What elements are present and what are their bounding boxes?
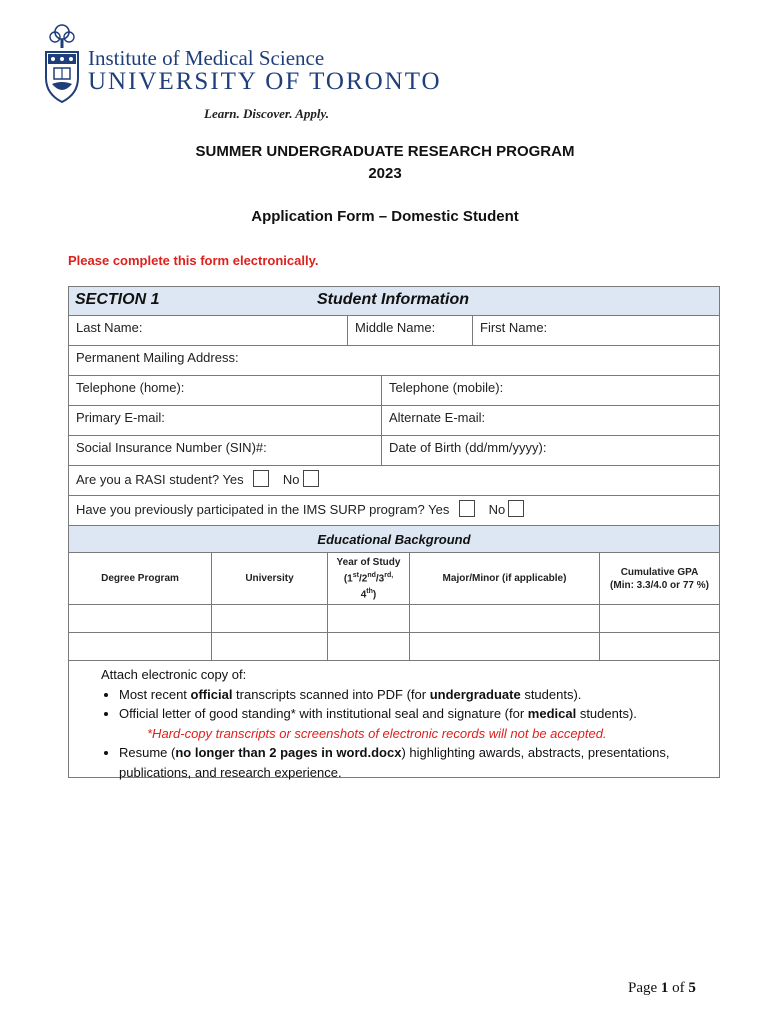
last-name-field[interactable]: [69, 316, 347, 345]
table-row: [69, 633, 719, 661]
application-form: [68, 286, 720, 778]
university-name: UNIVERSITY OF TORONTO: [88, 68, 442, 95]
telephone-row: [69, 376, 719, 406]
alternate-email-field[interactable]: [381, 406, 719, 435]
year-4-suffix: th: [366, 588, 373, 595]
university-crest-icon: [42, 22, 82, 106]
telephone-home-field[interactable]: [69, 376, 381, 405]
col-university: [211, 553, 327, 604]
col-degree-program: [69, 553, 211, 604]
middle-name-label: Middle Name:: [355, 320, 436, 335]
col-year-label: Year of Study: [336, 556, 401, 568]
table-row: [69, 605, 719, 633]
surp-no-label: No: [488, 502, 506, 517]
mailing-row: [69, 346, 719, 376]
university-input[interactable]: [211, 633, 327, 660]
col-gpa-label: Cumulative GPA: [620, 566, 699, 578]
col-major-minor: [409, 553, 599, 604]
year-2: /2: [358, 573, 368, 584]
alternate-email-label: Alternate E-mail:: [389, 410, 486, 425]
year-1: 1: [347, 573, 353, 584]
mailing-address-label: Permanent Mailing Address:: [76, 350, 239, 365]
program-title: [0, 141, 770, 185]
surp-question-text: Have you previously participated in the IMS SURP program? Yes: [76, 502, 450, 517]
year-3-suffix: rd,: [384, 571, 394, 579]
year-input[interactable]: [327, 605, 409, 632]
b1-post: students).: [520, 686, 582, 702]
education-column-headers: [69, 553, 719, 605]
attach-intro: Attach electronic copy of:: [101, 667, 247, 682]
middle-name-field[interactable]: [347, 316, 472, 345]
col-gpa-min: (Min: 3.3/4.0 or 77 %): [610, 579, 709, 591]
dob-label: Date of Birth (dd/mm/yyyy):: [389, 440, 547, 455]
first-name-label: First Name:: [480, 320, 548, 335]
mailing-address-field[interactable]: [69, 346, 719, 375]
telephone-mobile-label: Telephone (mobile):: [389, 380, 504, 395]
attach-list: [101, 685, 705, 783]
page-total: 5: [688, 980, 696, 996]
dob-field[interactable]: [381, 436, 719, 465]
col-cumulative-gpa: [599, 553, 719, 604]
ims-logo: [42, 22, 442, 108]
surp-question: [69, 496, 719, 525]
b2-bold: medical: [527, 706, 577, 721]
electronic-notice: Please complete this form electronically.: [68, 253, 319, 268]
surp-yes-checkbox[interactable]: [459, 500, 475, 517]
section-title: Student Information: [317, 291, 469, 308]
b1-pre: Most recent: [119, 686, 191, 702]
primary-email-field[interactable]: [69, 406, 381, 435]
gpa-input[interactable]: [599, 633, 719, 660]
col-major-label: Major/Minor (if applicable): [442, 573, 567, 584]
rasi-question: [69, 466, 719, 495]
page-current: 1: [660, 980, 669, 996]
program-year: 2023: [368, 165, 402, 182]
list-item: [119, 685, 705, 705]
year-1-suffix: st: [352, 571, 359, 579]
year-3: /3: [375, 573, 385, 584]
year-4: 4: [360, 589, 367, 601]
b1-bold2: undergraduate: [429, 686, 521, 702]
col-year-of-study: [327, 553, 409, 604]
primary-email-label: Primary E-mail:: [76, 410, 165, 425]
rasi-yes-checkbox[interactable]: [253, 470, 269, 487]
sin-label: Social Insurance Number (SIN)#:: [76, 440, 267, 455]
b3-post: ) highlighting awards, abstracts, presentations, publications, and research experience.: [119, 745, 670, 780]
page-pre: Page: [628, 980, 661, 996]
rasi-no-checkbox[interactable]: [303, 470, 319, 487]
rasi-no-label: No: [282, 472, 300, 487]
section-1-header: [69, 287, 719, 316]
list-item: [119, 743, 705, 782]
year-input[interactable]: [327, 633, 409, 660]
tagline: Learn. Discover. Apply.: [204, 106, 330, 121]
major-input[interactable]: [409, 605, 599, 632]
sin-field[interactable]: [69, 436, 381, 465]
sin-dob-row: [69, 436, 719, 466]
institute-name: Institute of Medical Science: [88, 46, 325, 70]
b3-pre: Resume (: [119, 745, 176, 760]
email-row: [69, 406, 719, 436]
gpa-input[interactable]: [599, 605, 719, 632]
degree-input[interactable]: [69, 605, 211, 632]
major-input[interactable]: [409, 633, 599, 660]
b1-bold: official: [190, 686, 233, 702]
surp-no-checkbox[interactable]: [508, 500, 524, 517]
rasi-row: [69, 466, 719, 496]
b2-pre: Official letter of good standing* with institutional seal and signature (for: [119, 706, 528, 721]
col-year-levels-2: 4th): [360, 588, 377, 601]
page-number: [628, 980, 696, 997]
b1-mid: transcripts scanned into PDF (for: [232, 686, 430, 702]
form-title: Application Form – Domestic Student: [251, 208, 519, 225]
education-title: Educational Background: [317, 532, 471, 547]
university-input[interactable]: [211, 605, 327, 632]
last-name-label: Last Name:: [76, 320, 143, 335]
program-name: SUMMER UNDERGRADUATE RESEARCH PROGRAM: [195, 143, 575, 160]
rasi-question-text: Are you a RASI student? Yes: [76, 472, 244, 487]
surp-row: [69, 496, 719, 526]
col-degree-label: Degree Program: [101, 573, 179, 584]
hard-copy-warning: *Hard-copy transcripts or screenshots of electronic records will not be accepted.: [147, 725, 607, 741]
education-header: [69, 526, 719, 553]
telephone-home-label: Telephone (home):: [76, 380, 185, 395]
section-label: SECTION 1: [75, 291, 160, 308]
telephone-mobile-field[interactable]: [381, 376, 719, 405]
first-name-field[interactable]: [472, 316, 719, 345]
b3-bold: no longer than 2 pages in word.docx: [175, 745, 402, 760]
col-year-levels: ($1st/2nd/3^{rd,}$: [343, 571, 394, 584]
col-university-label: University: [245, 573, 294, 584]
year-2-suffix: nd: [367, 571, 376, 579]
list-item: [119, 704, 705, 724]
name-row: [69, 316, 719, 346]
degree-input[interactable]: [69, 633, 211, 660]
attachments-section: [69, 661, 719, 780]
b2-post: students).: [576, 706, 637, 721]
page-mid: of: [668, 980, 689, 996]
